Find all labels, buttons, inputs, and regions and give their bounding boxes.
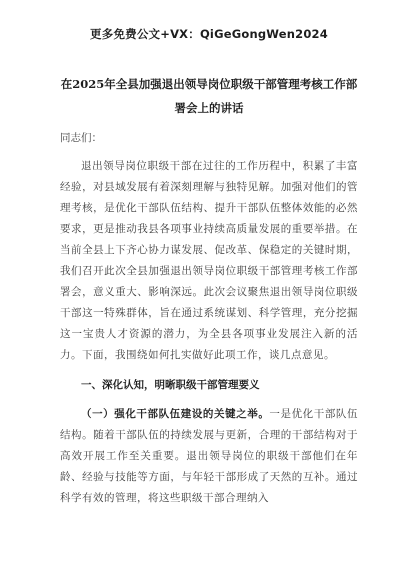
subsection-lead: （一）强化干部队伍建设的关键之举。 — [81, 408, 270, 420]
document-title: 在2025年全县加强退出领导岗位职级干部管理考核工作部署会上的讲话 — [60, 77, 358, 115]
salutation: 同志们： — [60, 132, 102, 144]
intro-paragraph: 退出领导岗位职级干部在过往的工作历程中，积累了丰富经验，对县域发展有着深刻理解与独特见解。加强对他们的管理考核，是优化干部队伍结构、提升干部队伍整体效能的必然要求，更是推动我县各项事业持续高质量发展的重要举措。在当前全县上下齐心协力谋发展、促改革、保稳定的关键时期，我们召开此次全县加强退出领导岗位职级干部管理考核工作部署会，意义重大、影响深远。此次会议聚焦退出领导岗位职级干部这一特殊群体，旨在通过系统谋划、科学管理，充分挖掘这一宝贵人才资源的潜力，为全县各项事业发展注入新的活力。下面，我围绕如何扎实做好此项工作，谈几点意见。 — [60, 160, 358, 361]
subsection-body: 一是优化干部队伍结构。随着干部队伍的持续发展与更新，合理的干部结构对于高效开展工作至关重要。退出领导岗位的职级干部他们在年龄、经验与技能等方面，与年轻干部形成了天然的互补。通过科学有效的管理，将这些职级干部合理纳入 — [60, 408, 359, 504]
section-heading: 一、深化认知，明晰职级干部管理要义 — [81, 379, 260, 391]
promo-banner: 更多免费公文+VX：QiGeGongWen2024 — [90, 27, 328, 41]
subsection-paragraph — [60, 404, 358, 509]
